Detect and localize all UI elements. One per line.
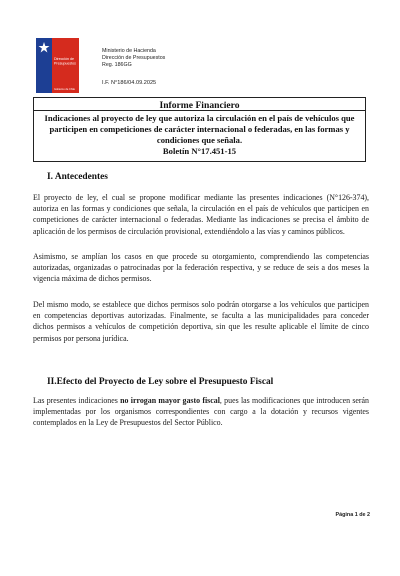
paragraph: El proyecto de ley, el cual se propone modificar mediante las presentes indicaciones (N°126-374), autoriza en las formas y condiciones que señala, la circulación en el país de vehículos que participen en competiciones de carácter internacional o federadas. Mediante las indicaciones se precisa el ámbito de aplicación de los permisos de circulación provisional, extendiéndolo a las vías y caminos públicos. (33, 193, 369, 236)
report-heading: Informe Financiero (34, 98, 365, 111)
section-1-title: I. Antecedentes (47, 172, 108, 182)
paragraph-text: Las presentes indicaciones (33, 396, 121, 405)
logo-text-line1: Dirección de (54, 57, 74, 61)
ministry-line: Reg. 186GG (102, 62, 132, 68)
paragraph-text: , pues las modificaciones que introducen serán implementadas por los organismos correspondientes con cargo a la dotación y recursos vigentes contemplados en la Ley de Presupuestos del Sector Público. (33, 396, 369, 428)
ministry-line: Dirección de Presupuestos (102, 55, 166, 61)
section-2-title: II.Efecto del Proyecto de Ley sobre el Presupuesto Fiscal (47, 377, 274, 387)
ministry-line: Ministerio de Hacienda (102, 48, 156, 54)
report-subject: Indicaciones al proyecto de ley que autoriza la circulación en el país de vehículos que participen en competiciones de carácter internacional o federadas, en las formas y condiciones que señala. (44, 113, 355, 145)
ministry-block (102, 48, 165, 69)
paragraph: Del mismo modo, se establece que dichos permisos solo podrán otorgarse a los vehículos que participen en competencias deportivas autorizadas. Finalmente, se faculta a las municipalidades para conceder dichos permisos a vehículos de competición deportiva, sin que les resulte aplicable el límite de cinco permisos por persona jurídica. (33, 300, 369, 343)
title-box (33, 97, 366, 162)
government-logo-icon (36, 38, 79, 93)
logo-subtext: Gobierno de Chile (54, 88, 75, 91)
dipres-logo (36, 38, 79, 93)
paragraph-emphasis: no irrogan mayor gasto fiscal (120, 396, 220, 405)
page-number: Página 1 de 2 (335, 512, 370, 518)
bulletin-number: Boletín N°17.451-15 (162, 146, 237, 156)
logo-text-line2: Presupuestos (54, 61, 76, 66)
paragraph: Asimismo, se amplían los casos en que procede su otorgamiento, comprendiendo las competencias autorizadas, organizadas o patrocinadas por la federación respectiva, y se reduce de seis a dos meses la vigencia máxima de dichos permisos. (33, 252, 369, 284)
report-number: I.F. N°186/04.09.2025 (102, 80, 157, 86)
paragraph (33, 395, 369, 429)
